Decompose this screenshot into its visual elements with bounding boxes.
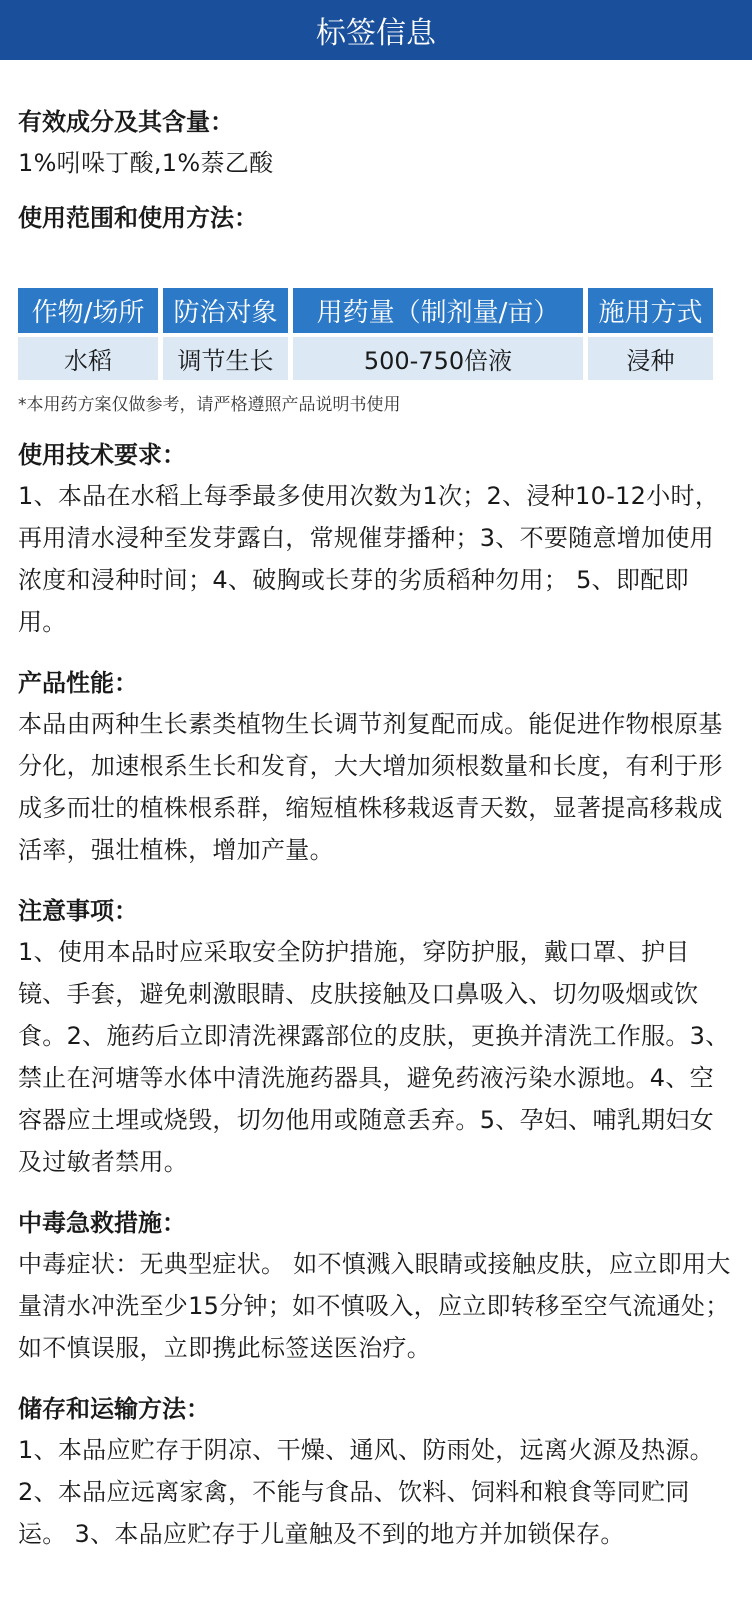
- performance-body: 本品由两种生长素类植物生长调节剂复配而成。能促进作物根原基分化，加速根系生长和发育，大大增加须根数量和长度，有利于形成多而壮的植株根系群，缩短植株移栽返青天数，显著提高移栽成活率，强壮植株，增加产量。: [18, 710, 723, 864]
- usage-table: [13, 284, 718, 384]
- caution-title: 注意事项：: [18, 897, 138, 925]
- storage-title: 储存和运输方法：: [18, 1395, 210, 1423]
- usage-title: 使用范围和使用方法：: [18, 204, 258, 232]
- tech-body: 1、本品在水稻上每季最多使用次数为1次；2、浸种10-12小时，再用清水浸种至发芽露白，常规催芽播种；3、不要随意增加使用浓度和浸种时间；4、破胸或长芽的劣质稻种勿用； 5、即配即用。: [18, 482, 720, 636]
- section-tech: [18, 435, 734, 643]
- table-cell-target: 调节生长: [163, 337, 288, 380]
- table-header-crop: 作物/场所: [18, 288, 158, 333]
- performance-title: 产品性能：: [18, 669, 138, 697]
- tech-title: 使用技术要求：: [18, 441, 186, 469]
- page-title: 标签信息: [316, 16, 436, 51]
- storage-body: 1、本品应贮存于阴凉、干燥、通风、防雨处，远离火源及热源。 2、本品应远离家禽，不能与食品、饮料、饲料和粮食等同贮同运。 3、本品应贮存于儿童触及不到的地方并加锁保存。: [18, 1436, 714, 1548]
- table-header-method: 施用方式: [588, 288, 713, 333]
- usage-note: *本用药方案仅做参考，请严格遵照产品说明书使用: [18, 395, 401, 415]
- ingredients-body: 1%吲哚丁酸,1%萘乙酸: [18, 149, 274, 177]
- section-firstaid: [18, 1203, 734, 1369]
- table-header-row: [18, 288, 713, 333]
- label-content: [0, 102, 752, 1555]
- caution-body: 1、使用本品时应采取安全防护措施，穿防护服，戴口罩、护目镜、手套，避免刺激眼睛、皮肤接触及口鼻吸入、切勿吸烟或饮食。2、施药后立即清洗裸露部位的皮肤，更换并清洗工作服。3、禁止在河塘等水体中清洗施药器具，避免药液污染水源地。4、空容器应土埋或烧毁，切勿他用或随意丢弃。5、孕妇、哺乳期妇女及过敏者禁用。: [18, 938, 730, 1176]
- table-cell-method: 浸种: [588, 337, 713, 380]
- page-header: [0, 0, 752, 60]
- usage-table-wrap: [18, 284, 734, 415]
- section-usage: [18, 198, 734, 238]
- firstaid-body: 中毒症状：无典型症状。 如不慎溅入眼睛或接触皮肤，应立即用大量清水冲洗至少15分钟；如不慎吸入，应立即转移至空气流通处；如不慎误服，立即携此标签送医治疗。: [18, 1250, 731, 1362]
- table-row: [18, 337, 713, 380]
- section-caution: [18, 891, 734, 1183]
- ingredients-title: 有效成分及其含量：: [18, 108, 234, 136]
- section-performance: [18, 663, 734, 871]
- table-header-dosage: 用药量（制剂量/亩）: [293, 288, 583, 333]
- table-header-target: 防治对象: [163, 288, 288, 333]
- table-cell-dosage: 500-750倍液: [293, 337, 583, 380]
- section-ingredients: [18, 102, 734, 184]
- table-cell-crop: 水稻: [18, 337, 158, 380]
- section-storage: [18, 1389, 734, 1555]
- firstaid-title: 中毒急救措施：: [18, 1209, 186, 1237]
